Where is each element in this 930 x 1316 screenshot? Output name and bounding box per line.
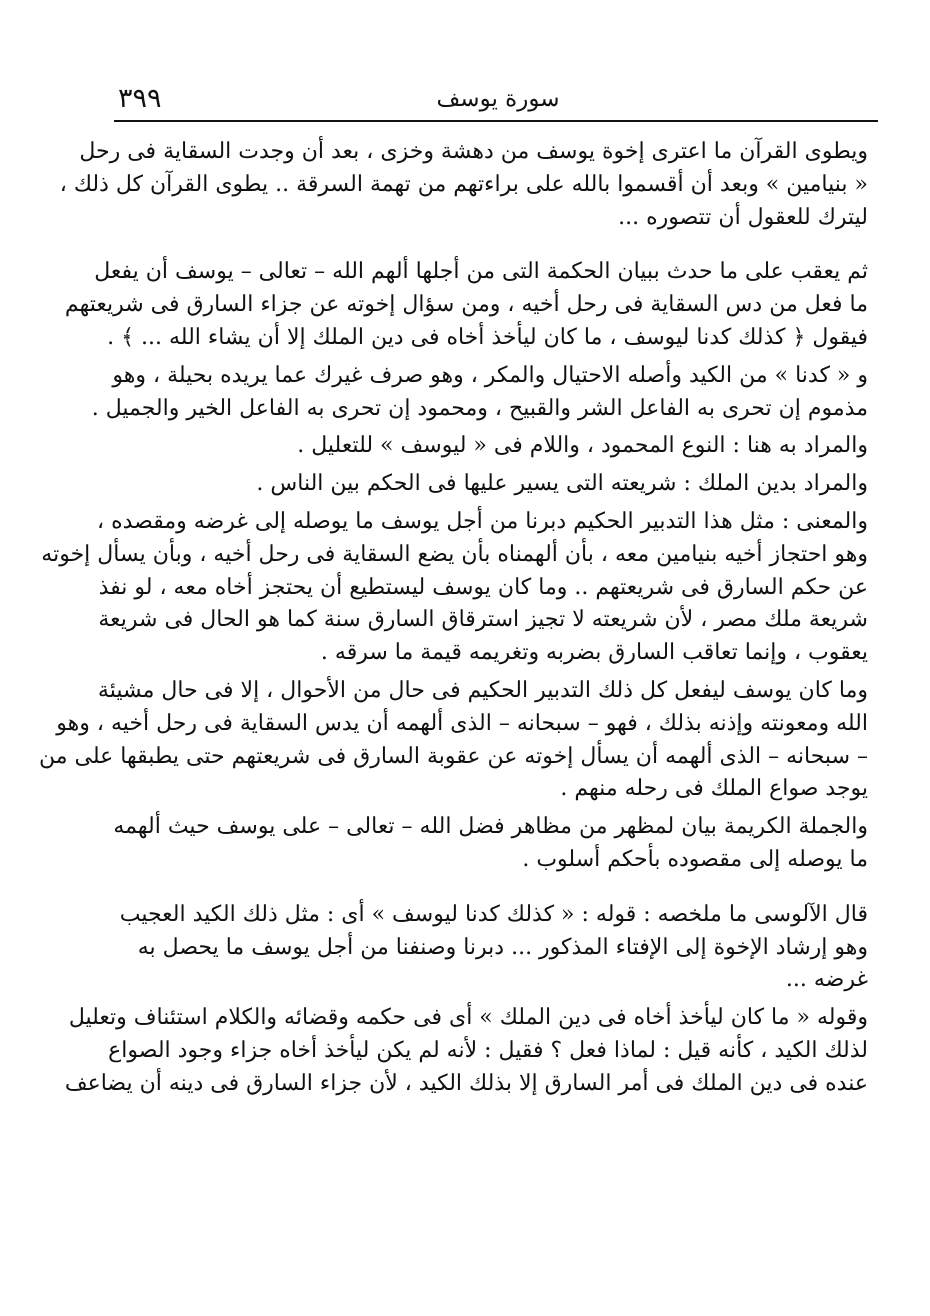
body-text: [38, 136, 868, 1101]
text-line: عنده فى دين الملك فى أمر السارق إلا بذلك الكيد ، لأن جزاء السارق فى دينه أن يضاعف: [64, 1070, 868, 1096]
text-line: ويطوى القرآن ما اعترى إخوة يوسف من دهشة وخزى ، بعد أن وجدت السقاية فى رحل: [79, 139, 868, 164]
text-line: يوجد صواع الملك فى رحله منهم .: [560, 776, 868, 802]
paragraph: [59, 136, 868, 234]
text-line: والجملة الكريمة بيان لمظهر من مظاهر فضل الله – تعالى – على يوسف حيث ألهمه: [113, 814, 868, 840]
page-number: ٣٩٩: [118, 83, 162, 114]
text-line: وما كان يوسف ليفعل كل ذلك التدبير الحكيم فى حال من الأحوال ، إلا فى حال مشيئة: [97, 677, 868, 703]
text-line: ما يوصله إلى مقصوده بأحكم أسلوب .: [522, 846, 868, 872]
surah-title: سورة يوسف: [436, 86, 560, 112]
text-line: ليترك للعقول أن تتصوره ...: [618, 204, 868, 230]
text-line: – سبحانه – الذى ألهمه أن يسأل إخوته عن عقوبة السارق فى شريعتهم حتى يطبقها على من: [38, 743, 868, 769]
text-line: فيقول ﴿ كذلك كدنا ليوسف ، ما كان ليأخذ أخاه فى دين الملك إلا أن يشاء الله ... ﴾ .: [107, 324, 868, 350]
text-line: وقوله « ما كان ليأخذ أخاه فى دين الملك » أى فى حكمه وقضائه والكلام استئناف وتعليل: [68, 1005, 868, 1031]
paragraph: [64, 256, 868, 354]
text-line: شريعة ملك مصر ، لأن شريعته لا تجيز استرقاق السارق سنة كما هو الحال فى شريعة: [98, 607, 868, 633]
paragraph: [119, 899, 868, 997]
text-line: « بنيامين » وبعد أن أقسموا بالله على براءتهم من تهمة السرقة .. يطوى القرآن كل ذلك ،: [59, 171, 868, 197]
paragraph: [113, 811, 868, 877]
running-header: [118, 82, 878, 122]
text-line: وهو إرشاد الإخوة إلى الإفتاء المذكور ... دبرنا وصنفنا من أجل يوسف ما يحصل به: [137, 934, 868, 960]
text-line: مذموم إن تحرى به الفاعل الشر والقبيح ، ومحمود إن تحرى به الفاعل الخير والجميل .: [91, 395, 868, 421]
text-line: لذلك الكيد ، كأنه قيل : لماذا فعل ؟ فقيل : لأنه لم يكن ليأخذ أخاه جزاء وجود الصواع: [108, 1037, 868, 1063]
text-line: غرضه ...: [785, 967, 868, 993]
paragraph: [64, 1002, 868, 1100]
text-line: والمراد بدين الملك : شريعته التى يسير عليها فى الحكم بين الناس .: [256, 471, 868, 497]
text-line: والمعنى : مثل هذا التدبير الحكيم دبرنا من أجل يوسف ما يوصله إلى غرضه ومقصده ،: [96, 508, 868, 534]
paragraph: [41, 506, 868, 670]
text-line: ما فعل من دس السقاية فى رحل أخيه ، ومن سؤال إخوته عن جزاء السارق فى شريعتهم: [64, 292, 868, 318]
text-line: والمراد به هنا : النوع المحمود ، واللام فى « ليوسف » للتعليل .: [297, 433, 868, 459]
text-line: قال الآلوسى ما ملخصه : قوله : « كذلك كدنا ليوسف » أى : مثل ذلك الكيد العجيب: [119, 901, 868, 927]
paragraph: [128, 468, 868, 501]
header-rule: [114, 120, 878, 122]
text-line: عن حكم السارق فى شريعتهم .. وما كان يوسف ليستطيع أن يحتجز أخاه معه ، لو نفذ: [98, 574, 868, 600]
text-line: وهو احتجاز أخيه بنيامين معه ، بأن ألهمناه بأن يضع السقاية فى رحل أخيه ، وبأن يسأل إخوته: [41, 541, 868, 567]
text-line: و « كدنا » من الكيد وأصله الاحتيال والمكر ، وهو صرف غيرك عما يريده بحيلة ، وهو: [112, 362, 868, 388]
paragraph: [38, 675, 868, 806]
text-line: الله ومعونته وإذنه بذلك ، فهو – سبحانه – الذى ألهمه أن يدس السقاية فى رحل أخيه ، وهو: [56, 710, 868, 736]
paragraph: [91, 360, 868, 426]
paragraph: [128, 430, 868, 463]
text-line: يعقوب ، وإنما تعاقب السارق بضربه وتغريمه قيمة ما سرقه .: [320, 640, 868, 666]
text-line: ثم يعقب على ما حدث ببيان الحكمة التى من أجلها ألهم الله – تعالى – يوسف أن يفعل: [94, 259, 868, 285]
